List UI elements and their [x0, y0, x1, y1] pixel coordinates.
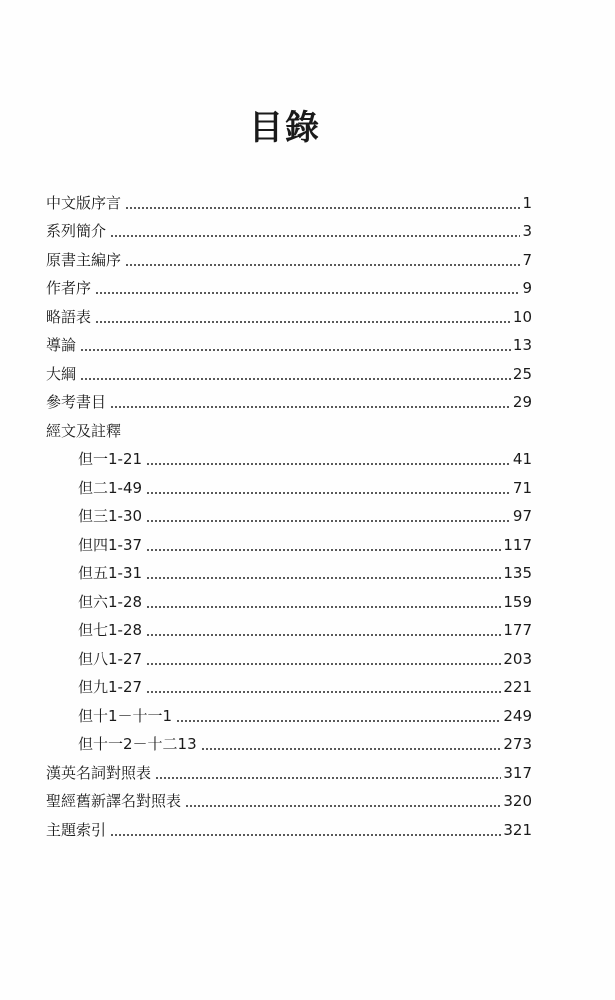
- dot-leader: [125, 264, 520, 266]
- toc-entry-page: 177: [503, 621, 532, 639]
- toc-entry-label: 略語表: [46, 307, 92, 326]
- toc-entry-label: 但十1－十一1: [78, 706, 173, 725]
- dot-leader: [201, 748, 502, 750]
- dot-leader: [110, 406, 511, 408]
- toc-entry-page: 117: [503, 535, 532, 554]
- toc-section-heading-commentary[interactable]: [46, 412, 532, 441]
- toc-entry-daniel-10[interactable]: [46, 697, 532, 726]
- page-title: 目錄: [249, 108, 321, 148]
- toc-entry-label: 漢英名詞對照表: [46, 763, 152, 782]
- toc-entry-label: 聖經舊新譯名對照表: [46, 792, 182, 810]
- toc-entry-page: 273: [503, 735, 532, 753]
- toc-entry-label: 主題索引: [46, 820, 107, 839]
- toc-entry-daniel-9[interactable]: [46, 669, 532, 698]
- toc-entry-outline[interactable]: [46, 355, 532, 384]
- toc-entry-page: 7: [522, 250, 532, 269]
- dot-leader: [146, 549, 501, 551]
- toc-entry-label: 系列簡介: [46, 222, 107, 240]
- toc-entry-preface-chinese[interactable]: [46, 184, 532, 213]
- dot-leader: [155, 777, 501, 779]
- dot-leader: [146, 606, 501, 608]
- toc-entry-daniel-1[interactable]: [46, 441, 532, 470]
- toc-entry-page: 25: [512, 364, 532, 383]
- toc-entry-bible-names[interactable]: [46, 783, 532, 812]
- toc-entry-page: 29: [512, 393, 532, 411]
- toc-entry-bibliography[interactable]: [46, 384, 532, 413]
- toc-entry-page: 159: [503, 592, 532, 611]
- dot-leader: [80, 349, 511, 351]
- toc-entry-page: 1: [522, 193, 532, 212]
- toc-entry-page: 3: [522, 222, 532, 240]
- toc-entry-label: 導論: [46, 336, 77, 354]
- toc-entry-page: 97: [512, 507, 532, 525]
- dot-leader: [146, 691, 501, 693]
- toc-entry-page: 203: [503, 649, 532, 668]
- toc-entry-label: 大綱: [46, 364, 77, 383]
- toc-entry-label: 但十一2－十二13: [78, 735, 197, 753]
- dot-leader: [95, 321, 511, 323]
- toc-entry-label: 參考書目: [46, 393, 107, 411]
- dot-leader: [125, 435, 530, 437]
- toc-entry-label: 但六1-28: [78, 592, 143, 611]
- dot-leader: [176, 720, 501, 722]
- toc-entry-daniel-4[interactable]: [46, 526, 532, 555]
- toc-entry-label: 原書主編序: [46, 250, 122, 269]
- dot-leader: [95, 292, 520, 294]
- toc-entry-label: 但三1-30: [78, 507, 143, 525]
- dot-leader: [146, 634, 501, 636]
- dot-leader: [110, 235, 520, 237]
- toc-entry-page: 320: [503, 792, 532, 810]
- toc-entry-label: 但九1-27: [78, 678, 143, 696]
- toc-entry-glossary[interactable]: [46, 754, 532, 783]
- toc-entry-abbreviations[interactable]: [46, 298, 532, 327]
- toc-entry-daniel-3[interactable]: [46, 498, 532, 527]
- toc-entry-introduction[interactable]: [46, 327, 532, 356]
- toc-entry-daniel-6[interactable]: [46, 583, 532, 612]
- toc-entry-daniel-7[interactable]: [46, 612, 532, 641]
- toc-entry-label: 經文及註釋: [46, 421, 122, 440]
- dot-leader: [125, 207, 520, 209]
- toc-entry-editor-preface[interactable]: [46, 241, 532, 270]
- toc-entry-label: 但五1-31: [78, 564, 143, 582]
- toc-entry-label: 但八1-27: [78, 649, 143, 668]
- dot-leader: [146, 463, 511, 465]
- toc-entry-page: 9: [522, 279, 532, 297]
- toc-entry-series-intro[interactable]: [46, 213, 532, 242]
- dot-leader: [146, 492, 511, 494]
- dot-leader: [110, 834, 501, 836]
- toc-entry-page: 135: [503, 564, 532, 582]
- toc-entry-page: 317: [503, 763, 532, 782]
- toc-entry-label: 但七1-28: [78, 621, 143, 639]
- toc-entry-page: 221: [503, 678, 532, 696]
- toc-entry-daniel-5[interactable]: [46, 555, 532, 584]
- dot-leader: [146, 520, 511, 522]
- toc-entry-page: 10: [512, 307, 532, 326]
- dot-leader: [185, 805, 501, 807]
- toc-entry-label: 但一1-21: [78, 450, 143, 468]
- toc-entry-label: 但二1-49: [78, 478, 143, 497]
- toc-entry-page: 13: [512, 336, 532, 354]
- toc-entry-subject-index[interactable]: [46, 811, 532, 840]
- toc-entry-label: 作者序: [46, 279, 92, 297]
- toc-entry-daniel-8[interactable]: [46, 640, 532, 669]
- toc-entry-page: 321: [503, 820, 532, 839]
- toc-entry-page: 71: [512, 478, 532, 497]
- toc-entry-daniel-2[interactable]: [46, 469, 532, 498]
- toc-entry-page: 41: [512, 450, 532, 468]
- toc-entry-daniel-11[interactable]: [46, 726, 532, 755]
- dot-leader: [80, 378, 511, 380]
- dot-leader: [146, 663, 501, 665]
- toc-entry-author-preface[interactable]: [46, 270, 532, 299]
- toc-entry-page: 249: [503, 706, 532, 725]
- dot-leader: [146, 577, 501, 579]
- toc-entry-label: 中文版序言: [46, 193, 122, 212]
- table-of-contents: [46, 184, 532, 840]
- toc-entry-label: 但四1-37: [78, 535, 143, 554]
